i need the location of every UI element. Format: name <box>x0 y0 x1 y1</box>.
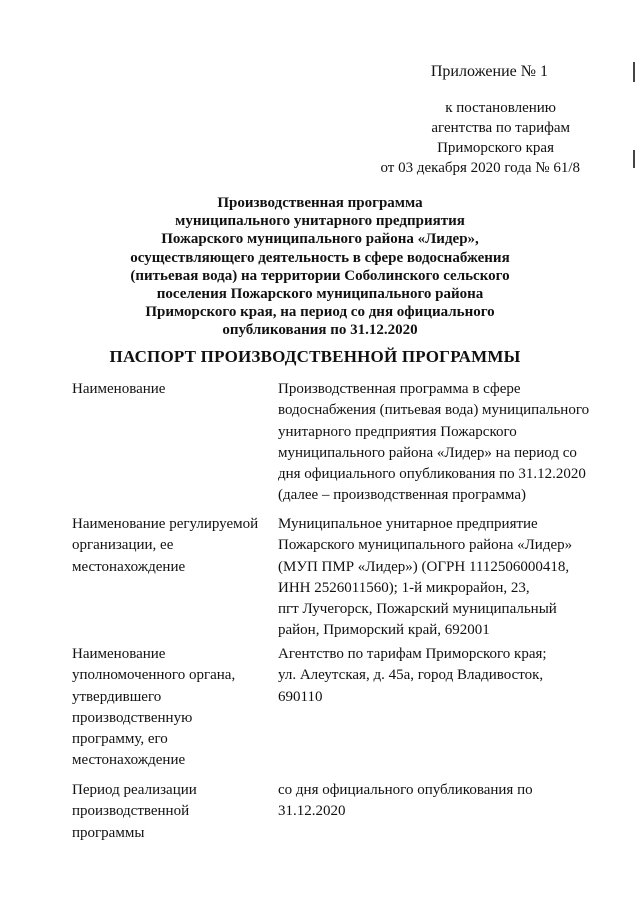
document-title <box>110 194 530 340</box>
row-label <box>72 514 272 578</box>
title-line: опубликования по 31.12.2020 <box>222 322 418 339</box>
label-line: производственную <box>72 709 193 726</box>
decree-line: от 03 декабря 2020 года № 61/8 <box>380 160 580 176</box>
title-line: Пожарского муниципального района «Лидер», <box>161 231 479 248</box>
scan-edge-mark <box>633 150 635 168</box>
value-line: дня официального опубликования по 31.12.2020 <box>278 466 586 483</box>
decree-line: Приморского края <box>437 140 554 156</box>
label-line: программы <box>72 824 145 841</box>
label-line: уполномоченного органа, <box>72 667 236 684</box>
value-line: унитарного предприятия Пожарского <box>278 423 517 440</box>
title-line: осуществляющего деятельность в сфере водоснабжения <box>130 249 510 266</box>
title-line: поселения Пожарского муниципального района <box>156 286 484 303</box>
label-line: местонахождение <box>72 558 186 575</box>
value-line: (далее – производственная программа) <box>278 487 526 504</box>
appendix-label: Приложение № 1 <box>430 63 548 80</box>
value-line: (МУП ПМР «Лидер») (ОГРН 1112506000418, <box>278 558 570 575</box>
title-line: Производственная программа <box>217 195 423 211</box>
label-line: Наименование <box>72 646 166 662</box>
row-value <box>278 379 608 507</box>
value-line: район, Приморский край, 692001 <box>278 622 490 639</box>
label-line: организации, ее <box>72 537 174 554</box>
decree-line: к постановлению <box>445 100 556 116</box>
label-line: местонахождение <box>72 752 186 769</box>
title-line: (питьевая вода) на территории Соболинского сельского <box>130 267 510 284</box>
label-line: Наименование регулируемой <box>72 516 259 532</box>
value-line: ИНН 2526011560); 1-й микрорайон, 23, <box>278 579 530 596</box>
row-label <box>72 644 272 772</box>
row-value <box>278 780 608 823</box>
value-line: Агентство по тарифам Приморского края; <box>278 646 547 662</box>
passport-heading: ПАСПОРТ ПРОИЗВОДСТВЕННОЙ ПРОГРАММЫ <box>109 347 521 366</box>
value-line: пгт Лучегорск, Пожарский муниципальный <box>278 601 557 618</box>
value-line: 31.12.2020 <box>278 803 346 820</box>
label-line: программу, его <box>72 731 168 748</box>
value-line: ул. Алеутская, д. 45а, город Владивосток, <box>278 667 544 684</box>
title-line: муниципального унитарного предприятия <box>175 213 465 230</box>
label-line: Период реализации <box>72 782 197 798</box>
row-label <box>72 379 272 400</box>
row-label <box>72 780 272 844</box>
title-line: Приморского края, на период со дня официального <box>145 304 495 321</box>
value-line: муниципального района «Лидер» на период со <box>278 444 577 461</box>
value-line: водоснабжения (питьевая вода) муниципального <box>278 402 590 419</box>
value-line: Производственная программа в сфере <box>278 381 521 397</box>
decree-line: агентства по тарифам <box>431 120 570 136</box>
value-line: Муниципальное унитарное предприятие <box>278 516 538 532</box>
value-line: Пожарского муниципального района «Лидер» <box>278 537 573 554</box>
label-line: утвердившего <box>72 688 162 705</box>
row-value <box>278 644 608 708</box>
decree-reference <box>280 98 580 178</box>
label-line: производственной <box>72 803 190 820</box>
value-line: со дня официального опубликования по <box>278 782 533 798</box>
label-line: Наименование <box>72 381 166 397</box>
scan-edge-mark <box>633 62 635 82</box>
row-value <box>278 514 608 642</box>
value-line: 690110 <box>278 688 323 705</box>
